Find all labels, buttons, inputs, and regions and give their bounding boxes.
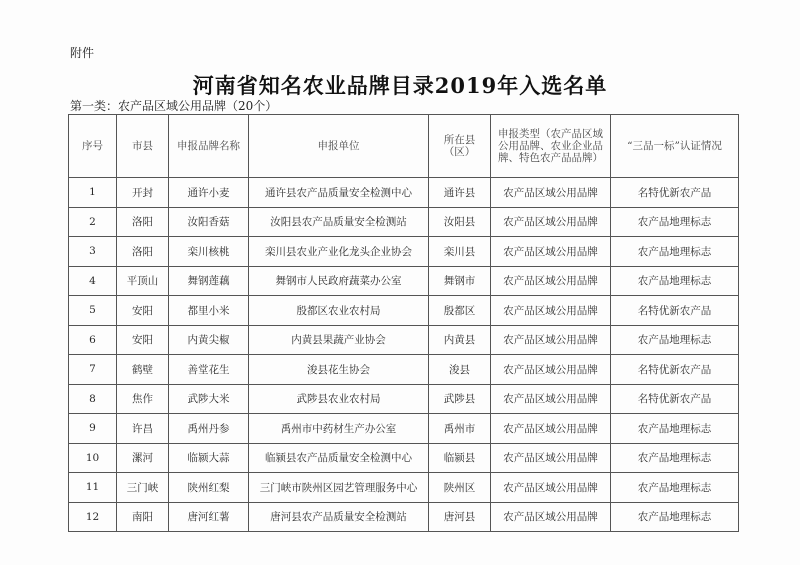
cell-city: 漯河 bbox=[117, 443, 169, 473]
cell-certification: 农产品地理标志 bbox=[611, 473, 739, 503]
page-title: 河南省知名农业品牌目录2019年入选名单 bbox=[192, 73, 608, 98]
cell-brand: 通许小麦 bbox=[169, 178, 249, 208]
cell-unit: 汝阳县农产品质量安全检测站 bbox=[249, 207, 429, 237]
header-brand: 申报品牌名称 bbox=[169, 115, 249, 178]
cell-location: 武陟县 bbox=[429, 384, 491, 414]
cell-index: 1 bbox=[69, 178, 117, 208]
cell-city: 洛阳 bbox=[117, 207, 169, 237]
cell-unit: 三门峡市陕州区园艺管理服务中心 bbox=[249, 473, 429, 503]
cell-brand: 临颍大蒜 bbox=[169, 443, 249, 473]
table-row bbox=[69, 355, 739, 385]
header-type: 申报类型（农产品区域公用品牌、农业企业品牌、特色农产品品牌） bbox=[491, 115, 611, 178]
cell-unit: 舞钢市人民政府蔬菜办公室 bbox=[249, 266, 429, 296]
cell-location: 浚县 bbox=[429, 355, 491, 385]
header-unit: 申报单位 bbox=[249, 115, 429, 178]
cell-city: 三门峡 bbox=[117, 473, 169, 503]
cell-brand: 武陟大米 bbox=[169, 384, 249, 414]
cell-brand: 舞钢莲藕 bbox=[169, 266, 249, 296]
cell-location: 禹州市 bbox=[429, 414, 491, 444]
cell-certification: 农产品地理标志 bbox=[611, 237, 739, 267]
table-row bbox=[69, 473, 739, 503]
cell-type: 农产品区域公用品牌 bbox=[491, 502, 611, 532]
cell-certification: 农产品地理标志 bbox=[611, 443, 739, 473]
cell-location: 唐河县 bbox=[429, 502, 491, 532]
category-heading: 第一类：农产品区域公用品牌（20个） bbox=[70, 99, 278, 113]
cell-index: 7 bbox=[69, 355, 117, 385]
cell-index: 9 bbox=[69, 414, 117, 444]
cell-brand: 禹州丹参 bbox=[169, 414, 249, 444]
table-row bbox=[69, 207, 739, 237]
cell-certification: 名特优新农产品 bbox=[611, 384, 739, 414]
cell-type: 农产品区域公用品牌 bbox=[491, 207, 611, 237]
cell-unit: 武陟县农业农村局 bbox=[249, 384, 429, 414]
cell-unit: 禹州市中药材生产办公室 bbox=[249, 414, 429, 444]
cell-index: 3 bbox=[69, 237, 117, 267]
cell-index: 8 bbox=[69, 384, 117, 414]
cell-city: 许昌 bbox=[117, 414, 169, 444]
cell-type: 农产品区域公用品牌 bbox=[491, 178, 611, 208]
header-index: 序号 bbox=[69, 115, 117, 178]
cell-index: 12 bbox=[69, 502, 117, 532]
table-row bbox=[69, 502, 739, 532]
cell-city: 开封 bbox=[117, 178, 169, 208]
table-row bbox=[69, 178, 739, 208]
table-row bbox=[69, 443, 739, 473]
cell-certification: 农产品地理标志 bbox=[611, 207, 739, 237]
table-row bbox=[69, 266, 739, 296]
cell-type: 农产品区域公用品牌 bbox=[491, 296, 611, 326]
cell-brand: 内黄尖椒 bbox=[169, 325, 249, 355]
cell-city: 平顶山 bbox=[117, 266, 169, 296]
cell-city: 鹤壁 bbox=[117, 355, 169, 385]
table-header-row bbox=[69, 115, 739, 178]
attachment-label: 附件 bbox=[70, 46, 95, 60]
cell-unit: 浚县花生协会 bbox=[249, 355, 429, 385]
cell-certification: 名特优新农产品 bbox=[611, 296, 739, 326]
cell-type: 农产品区域公用品牌 bbox=[491, 414, 611, 444]
cell-certification: 农产品地理标志 bbox=[611, 502, 739, 532]
cell-location: 舞钢市 bbox=[429, 266, 491, 296]
cell-brand: 善堂花生 bbox=[169, 355, 249, 385]
cell-location: 栾川县 bbox=[429, 237, 491, 267]
header-certification: “三品一标”认证情况 bbox=[611, 115, 739, 178]
cell-location: 通许县 bbox=[429, 178, 491, 208]
cell-certification: 农产品地理标志 bbox=[611, 266, 739, 296]
brand-catalog-table bbox=[68, 114, 739, 532]
table-body bbox=[69, 178, 739, 532]
cell-city: 洛阳 bbox=[117, 237, 169, 267]
header-location: 所在县（区） bbox=[429, 115, 491, 178]
cell-location: 殷都区 bbox=[429, 296, 491, 326]
header-city: 市县 bbox=[117, 115, 169, 178]
cell-certification: 名特优新农产品 bbox=[611, 355, 739, 385]
cell-certification: 农产品地理标志 bbox=[611, 325, 739, 355]
cell-location: 内黄县 bbox=[429, 325, 491, 355]
cell-type: 农产品区域公用品牌 bbox=[491, 473, 611, 503]
table-row bbox=[69, 325, 739, 355]
cell-index: 11 bbox=[69, 473, 117, 503]
cell-index: 5 bbox=[69, 296, 117, 326]
cell-certification: 名特优新农产品 bbox=[611, 178, 739, 208]
cell-type: 农产品区域公用品牌 bbox=[491, 266, 611, 296]
cell-certification: 农产品地理标志 bbox=[611, 414, 739, 444]
cell-city: 安阳 bbox=[117, 325, 169, 355]
cell-type: 农产品区域公用品牌 bbox=[491, 237, 611, 267]
cell-type: 农产品区域公用品牌 bbox=[491, 443, 611, 473]
cell-brand: 陕州红梨 bbox=[169, 473, 249, 503]
cell-city: 南阳 bbox=[117, 502, 169, 532]
cell-location: 汝阳县 bbox=[429, 207, 491, 237]
cell-location: 陕州区 bbox=[429, 473, 491, 503]
cell-index: 4 bbox=[69, 266, 117, 296]
cell-brand: 唐河红薯 bbox=[169, 502, 249, 532]
table-row bbox=[69, 384, 739, 414]
cell-unit: 临颍县农产品质量安全检测中心 bbox=[249, 443, 429, 473]
cell-index: 2 bbox=[69, 207, 117, 237]
cell-type: 农产品区域公用品牌 bbox=[491, 384, 611, 414]
cell-index: 10 bbox=[69, 443, 117, 473]
table-row bbox=[69, 414, 739, 444]
cell-brand: 汝阳香菇 bbox=[169, 207, 249, 237]
table-row bbox=[69, 296, 739, 326]
cell-city: 安阳 bbox=[117, 296, 169, 326]
cell-unit: 唐河县农产品质量安全检测站 bbox=[249, 502, 429, 532]
cell-type: 农产品区域公用品牌 bbox=[491, 355, 611, 385]
cell-unit: 通许县农产品质量安全检测中心 bbox=[249, 178, 429, 208]
cell-index: 6 bbox=[69, 325, 117, 355]
cell-unit: 内黄县果蔬产业协会 bbox=[249, 325, 429, 355]
cell-unit: 栾川县农业产业化龙头企业协会 bbox=[249, 237, 429, 267]
cell-type: 农产品区域公用品牌 bbox=[491, 325, 611, 355]
cell-city: 焦作 bbox=[117, 384, 169, 414]
cell-unit: 殷都区农业农村局 bbox=[249, 296, 429, 326]
cell-location: 临颍县 bbox=[429, 443, 491, 473]
table-row bbox=[69, 237, 739, 267]
cell-brand: 栾川核桃 bbox=[169, 237, 249, 267]
cell-brand: 都里小米 bbox=[169, 296, 249, 326]
